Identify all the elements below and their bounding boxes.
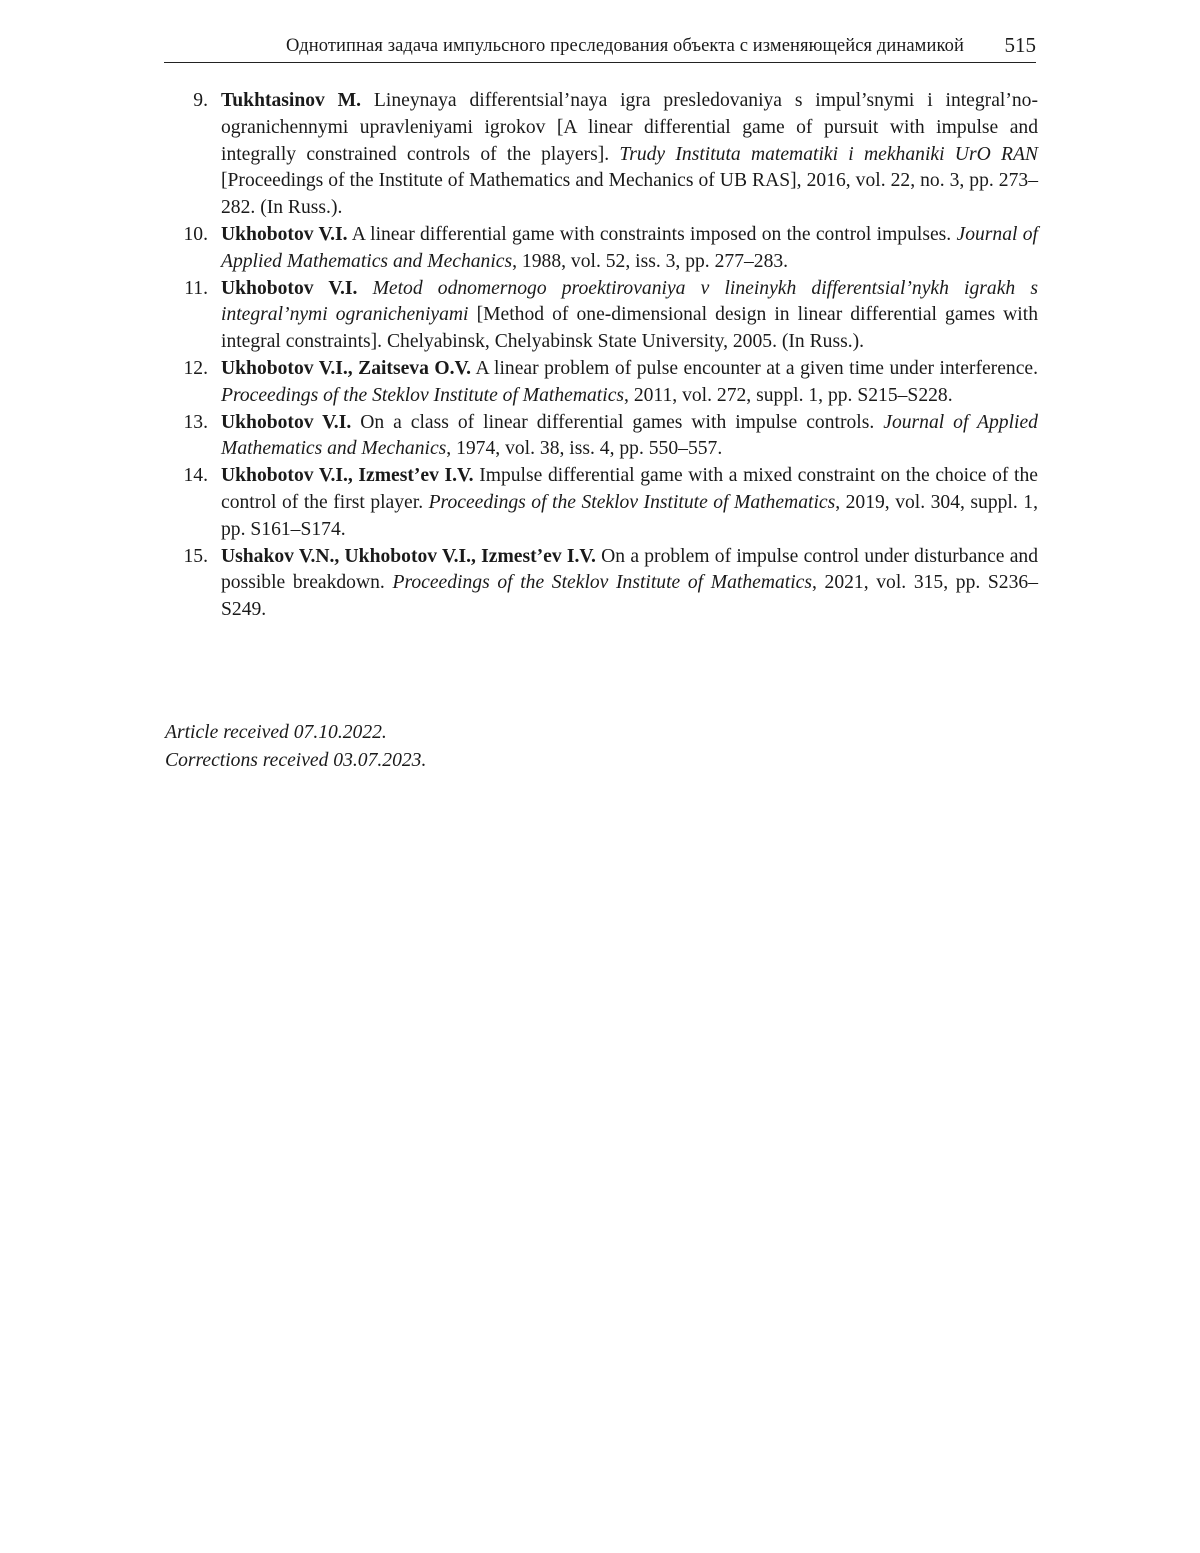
reference-item-10 <box>164 222 1038 276</box>
reference-item-9 <box>164 88 1038 222</box>
reference-number: 10. <box>183 223 208 245</box>
reference-details: , 2019, vol. 304, suppl. 1, pp. S161–S174. <box>221 491 1038 540</box>
reference-title: Impulse differential game with a mixed constraint on the choice of the control of the first player. <box>221 465 1038 513</box>
reference-authors: Ukhobotov V.I., Zaitseva O.V. <box>221 357 472 379</box>
reference-venue: Proceedings of the Steklov Institute of Mathematics <box>221 384 625 406</box>
reference-title: On a problem of impulse control under disturbance and possible breakdown. <box>221 545 1039 594</box>
reference-number: 13. <box>183 411 208 433</box>
reference-venue: Journal of Applied Mathematics and Mechanics <box>221 411 1038 460</box>
reference-authors: Ukhobotov V.I. <box>221 223 348 245</box>
running-title: Однотипная задача импульсного преследования объекта с изменяющейся динамикой <box>286 36 964 56</box>
reference-details: , 2021, vol. 315, pp. S236–S249. <box>221 572 1038 621</box>
reference-details: , 2011, vol. 272, suppl. 1, pp. S215–S228. <box>624 384 953 406</box>
reference-item-11 <box>164 276 1038 356</box>
reference-details: , 1974, vol. 38, iss. 4, pp. 550–557. <box>446 438 723 460</box>
reference-venue: Trudy Instituta matematiki i mekhaniki UrO RAN <box>619 143 1038 165</box>
reference-number: 11. <box>184 277 208 299</box>
reference-authors: Ukhobotov V.I., Izmest’ev I.V. <box>221 465 474 487</box>
article-dates <box>165 719 426 775</box>
reference-item-12 <box>164 356 1038 410</box>
reference-number: 15. <box>183 545 208 567</box>
reference-details: [Proceedings of the Institute of Mathematics and Mechanics of UB RAS], 2016, vol. 22, no. 3, pp. 273–282. (In Russ.). <box>221 170 1038 219</box>
reference-title: A linear problem of pulse encounter at a given time under interference. <box>475 357 1038 379</box>
reference-list <box>164 88 1038 624</box>
reference-venue: Journal of Applied Mathematics and Mechanics <box>221 223 1038 272</box>
reference-authors: Ukhobotov V.I. <box>221 411 352 433</box>
reference-venue: Metod odnomernogo proektirovaniya v lineinykh differentsial’nykh igrakh s integral’nymi ogranicheniyami <box>221 277 1038 326</box>
reference-item-15 <box>164 544 1038 624</box>
running-header <box>164 30 1036 63</box>
received-date: Article received 07.10.2022. <box>165 722 387 743</box>
reference-authors: Ushakov V.N., Ukhobotov V.I., Izmest’ev I.V. <box>221 545 596 567</box>
corrections-date: Corrections received 03.07.2023. <box>165 750 427 771</box>
reference-number: 14. <box>183 465 208 487</box>
reference-number: 9. <box>193 90 208 111</box>
reference-title: On a class of linear differential games with impulse controls. <box>360 411 875 433</box>
reference-title: Lineynaya differentsial’naya igra presledovaniya s impul’snymi i integral’no-ogranichennymi upravleniyami igrokov [A linear differential game of pursuit with impulse and integrally constrained controls of the players]. <box>221 90 1038 165</box>
reference-venue: Proceedings of the Steklov Institute of Mathematics <box>428 491 836 513</box>
reference-item-14 <box>164 463 1038 543</box>
reference-details: , 1988, vol. 52, iss. 3, pp. 277–283. <box>512 250 789 272</box>
reference-authors: Ukhobotov V.I. <box>221 277 358 299</box>
reference-title: A linear differential game with constraints imposed on the control impulses. <box>351 223 952 245</box>
page-number: 515 <box>1004 33 1036 57</box>
reference-details: [Method of one-dimensional design in linear differential games with integral constraints]. Chelyabinsk, Chelyabinsk State University, 2005. (In Russ.). <box>221 304 1038 353</box>
reference-venue: Proceedings of the Steklov Institute of Mathematics <box>392 572 812 594</box>
reference-number: 12. <box>183 357 208 379</box>
reference-authors: Tukhtasinov M. <box>221 90 362 111</box>
reference-item-13 <box>164 410 1038 464</box>
